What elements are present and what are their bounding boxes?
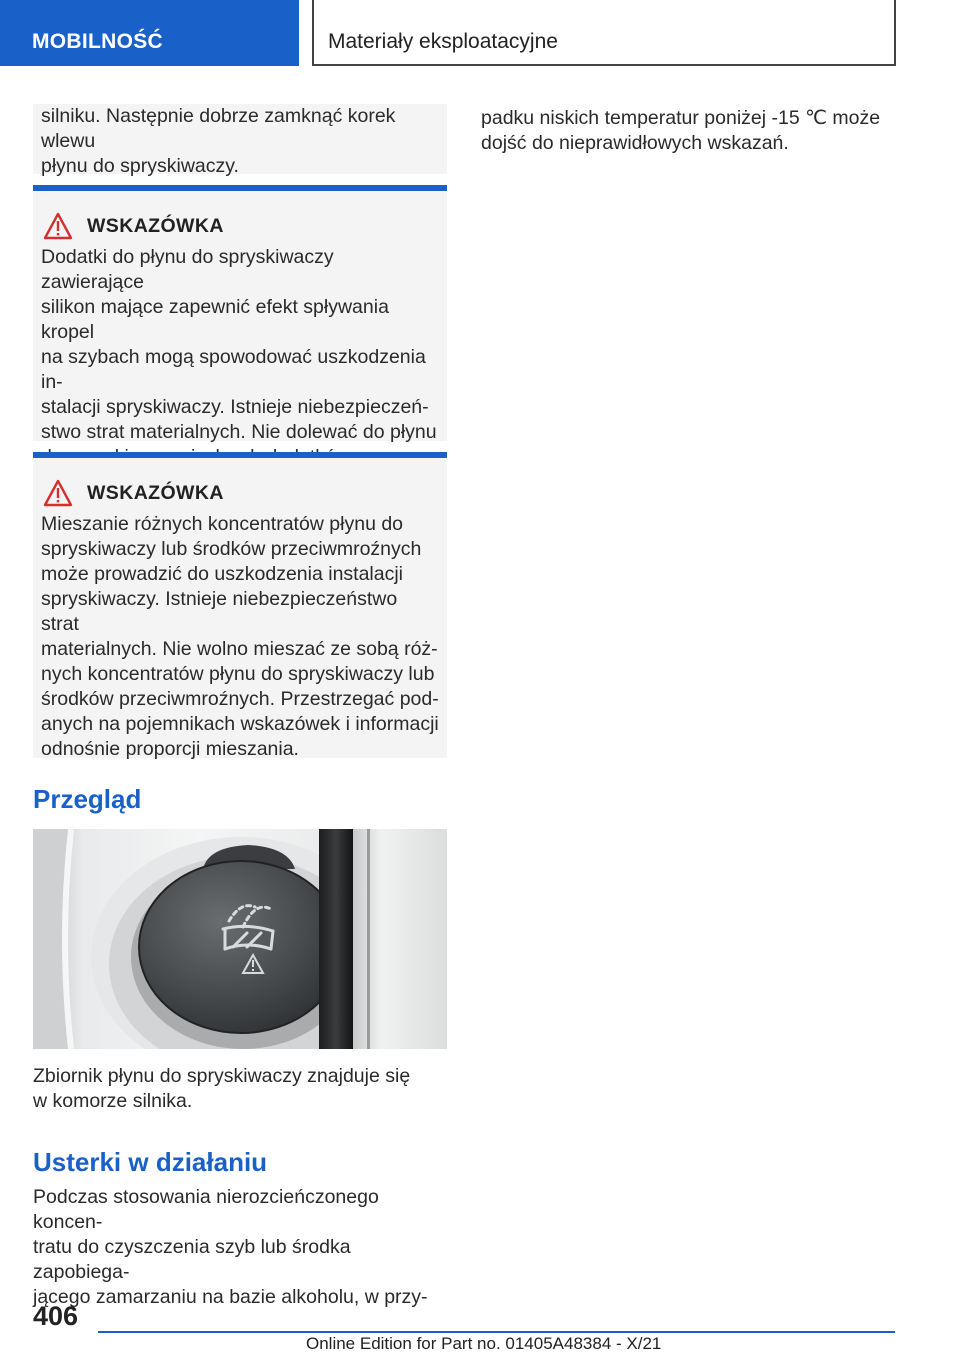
text-line: spryskiwaczy. Istnieje niebezpieczeństwo strat bbox=[41, 588, 398, 635]
continued-text-box bbox=[33, 104, 447, 177]
text-line: dojść do nieprawidłowych wskazań. bbox=[481, 132, 789, 154]
text-line: płynu do spryskiwaczy. bbox=[41, 155, 239, 177]
text-line: silikon mające zapewnić efekt spływania kropel bbox=[41, 296, 389, 343]
warning-body bbox=[41, 512, 439, 762]
text-line: jącego zamarzaniu na bazie alkoholu, w przy- bbox=[33, 1286, 428, 1308]
right-column-text bbox=[481, 106, 901, 156]
section-heading-overview: Przegląd bbox=[33, 784, 142, 814]
text-line: silniku. Następnie dobrze zamknąć korek wlewu bbox=[41, 105, 396, 152]
text-line: nych koncentratów płynu do spryskiwaczy lub bbox=[41, 663, 435, 685]
text-line: Zbiornik płynu do spryskiwaczy znajduje się bbox=[33, 1065, 411, 1087]
chapter-title: Materiały eksploatacyjne bbox=[312, 0, 896, 66]
text-line: odnośnie proporcji mieszania. bbox=[41, 738, 299, 760]
washer-fluid-cap-photo bbox=[33, 829, 447, 1049]
text-line: padku niskich temperatur poniżej -15 ℃ może bbox=[481, 107, 881, 129]
text-line: anych na pojemnikach wskazówek i informacji bbox=[41, 713, 439, 735]
text-line: Mieszanie różnych koncentratów płynu do bbox=[41, 513, 404, 535]
text-line: środków przeciwmroźnych. Przestrzegać pod- bbox=[41, 688, 439, 710]
text-line: w komorze silnika. bbox=[33, 1090, 193, 1112]
malfunction-text bbox=[33, 1185, 447, 1310]
page-number: 406 bbox=[33, 1301, 79, 1331]
warning-triangle-icon bbox=[43, 212, 73, 240]
text-line: materialnych. Nie wolno mieszać ze sobą róż- bbox=[41, 638, 438, 660]
text-line: Podczas stosowania nierozcieńczonego koncen- bbox=[33, 1186, 379, 1233]
warning-header bbox=[41, 211, 439, 241]
section-tab: MOBILNOŚĆ bbox=[0, 0, 299, 66]
text-line: na szybach mogą spowodować uszkodzenia in- bbox=[41, 346, 426, 393]
warning-box-mixing bbox=[33, 452, 447, 758]
footer-edition: Online Edition for Part no. 01405A48384 - X/21 bbox=[306, 1334, 662, 1353]
warning-title: WSKAZÓWKA bbox=[87, 214, 224, 237]
footer-divider bbox=[98, 1331, 895, 1333]
warning-box-silicone bbox=[33, 185, 447, 441]
text-line: tratu do czyszczenia szyb lub środka zapobiega- bbox=[33, 1236, 351, 1283]
photo-caption bbox=[33, 1064, 447, 1114]
text-line: spryskiwaczy lub środków przeciwmroźnych bbox=[41, 538, 422, 560]
text-line: stwo strat materialnych. Nie dolewać do płynu bbox=[41, 421, 437, 443]
warning-title: WSKAZÓWKA bbox=[87, 481, 224, 504]
text-line: Dodatki do płynu do spryskiwaczy zawierające bbox=[41, 246, 334, 293]
text-line: może prowadzić do uszkodzenia instalacji bbox=[41, 563, 404, 585]
section-heading-malfunction: Usterki w działaniu bbox=[33, 1147, 268, 1177]
warning-header bbox=[41, 478, 439, 508]
text-line: stalacji spryskiwaczy. Istnieje niebezpieczeń- bbox=[41, 396, 429, 418]
warning-triangle-icon bbox=[43, 479, 73, 507]
